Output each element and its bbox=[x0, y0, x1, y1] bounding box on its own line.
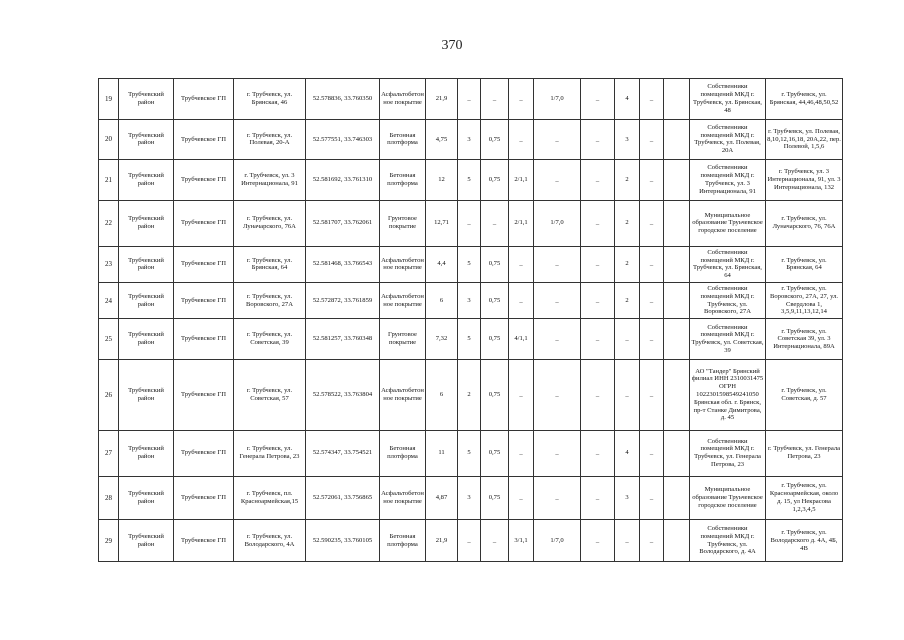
volume-cell-1: 0,75 bbox=[481, 246, 509, 282]
count-cell-1: 5 bbox=[458, 246, 481, 282]
settlement-cell: Трубчевское ГП bbox=[174, 360, 234, 431]
count-cell-3: _ bbox=[534, 160, 581, 201]
settlement-cell: Трубчевское ГП bbox=[174, 319, 234, 360]
address-cell: г. Трубчевск, ул. Луначарского, 76А bbox=[234, 200, 306, 246]
owner-cell: Собственники помещений МКД г. Трубчевск, ул. Брянская, 48 bbox=[690, 79, 766, 120]
surface-cell: Асфальтобетонное покрытие bbox=[380, 360, 426, 431]
volume-cell-1: _ bbox=[481, 200, 509, 246]
count-cell-3: 1/7,0 bbox=[534, 200, 581, 246]
owner-cell: Собственники помещений МКД г. Трубчевск, ул. Полевая, 20А bbox=[690, 119, 766, 160]
surface-cell: Бетонная плотформа bbox=[380, 119, 426, 160]
coordinates-cell: 52.581707, 33.762061 bbox=[306, 200, 380, 246]
count-cell-4: _ bbox=[581, 200, 615, 246]
count-cell-5: _ bbox=[615, 319, 640, 360]
count-cell-3: _ bbox=[534, 246, 581, 282]
container-sites-table bbox=[98, 78, 843, 562]
count-cell-2: _ bbox=[509, 476, 534, 520]
address-cell: г. Трубчевск, ул. Полевая, 20-А bbox=[234, 119, 306, 160]
table-row bbox=[99, 520, 843, 562]
owner-cell: Муниципальное образование Труьчевское городское поселение bbox=[690, 200, 766, 246]
count-cell-2: 2/1,1 bbox=[509, 200, 534, 246]
count-cell-6: _ bbox=[640, 200, 664, 246]
count-cell-7 bbox=[664, 520, 690, 562]
area-cell: 11 bbox=[426, 430, 458, 476]
surface-cell: Бетонная плотформа bbox=[380, 160, 426, 201]
volume-cell-1: 0,75 bbox=[481, 119, 509, 160]
source-cell: г. Трубчевск, ул. Красноармейская, около д. 15, ул Некрасова 1,2,3,4,5 bbox=[766, 476, 843, 520]
row-number-cell: 19 bbox=[99, 79, 119, 120]
count-cell-7 bbox=[664, 319, 690, 360]
row-number-cell: 28 bbox=[99, 476, 119, 520]
coordinates-cell: 52.572872, 33.761859 bbox=[306, 283, 380, 319]
count-cell-6: _ bbox=[640, 520, 664, 562]
source-cell: г. Трубчевск, ул. Володарского д. 4А, 4Б, 4В bbox=[766, 520, 843, 562]
address-cell: г. Трубчевск, ул. Советская, 57 bbox=[234, 360, 306, 431]
count-cell-1: 5 bbox=[458, 319, 481, 360]
volume-cell-1: 0,75 bbox=[481, 476, 509, 520]
table-row bbox=[99, 119, 843, 160]
count-cell-1: 5 bbox=[458, 430, 481, 476]
count-cell-7 bbox=[664, 119, 690, 160]
area-cell: 6 bbox=[426, 283, 458, 319]
surface-cell: Асфальтобетонное покрытие bbox=[380, 246, 426, 282]
address-cell: г. Трубчевск, ул. Воровского, 27А bbox=[234, 283, 306, 319]
count-cell-4: _ bbox=[581, 283, 615, 319]
coordinates-cell: 52.574347, 33.754521 bbox=[306, 430, 380, 476]
count-cell-3: _ bbox=[534, 360, 581, 431]
count-cell-5: 2 bbox=[615, 283, 640, 319]
row-number-cell: 20 bbox=[99, 119, 119, 160]
owner-cell: Собственники помещений МКД г. Трубчевск, ул. Генерала Петрова, 23 bbox=[690, 430, 766, 476]
address-cell: г. Трубчевск, ул. Советская, 39 bbox=[234, 319, 306, 360]
volume-cell-1: 0,75 bbox=[481, 360, 509, 431]
surface-cell: Асфальтобетонное покрытие bbox=[380, 79, 426, 120]
count-cell-6: _ bbox=[640, 119, 664, 160]
owner-cell: Собственники помещений МКД г. Трубчевск, ул. Володарского, д. 4А bbox=[690, 520, 766, 562]
owner-cell: Собственники помещений МКД г. Трубчевск, ул. Советская, 39 bbox=[690, 319, 766, 360]
row-number-cell: 21 bbox=[99, 160, 119, 201]
count-cell-6: _ bbox=[640, 360, 664, 431]
address-cell: г. Трубчевск, ул. Володарского, 4А bbox=[234, 520, 306, 562]
count-cell-1: 2 bbox=[458, 360, 481, 431]
area-cell: 7,32 bbox=[426, 319, 458, 360]
coordinates-cell: 52.590235, 33.760105 bbox=[306, 520, 380, 562]
count-cell-5: 3 bbox=[615, 476, 640, 520]
volume-cell-1: _ bbox=[481, 520, 509, 562]
district-cell: Трубчевский район bbox=[119, 476, 174, 520]
count-cell-3: 1/7,0 bbox=[534, 520, 581, 562]
count-cell-2: _ bbox=[509, 360, 534, 431]
count-cell-4: _ bbox=[581, 160, 615, 201]
owner-cell: Собственники помещений МКД г. Трубчевск, ул. Воровского, 27А bbox=[690, 283, 766, 319]
address-cell: г. Трубчевск, ул. Генерала Петрова, 23 bbox=[234, 430, 306, 476]
address-cell: г. Трубчевск, пл. Красноармейская,15 bbox=[234, 476, 306, 520]
table-row bbox=[99, 246, 843, 282]
area-cell: 4,4 bbox=[426, 246, 458, 282]
count-cell-3: _ bbox=[534, 319, 581, 360]
owner-cell: АО "Тандер" Брянский филиал ИНН 2310031475 ОГРН 1022301598549241050 Брянская обл. г. Брянск, пр-т Станке Димитрова, д. 45 bbox=[690, 360, 766, 431]
count-cell-3: _ bbox=[534, 476, 581, 520]
count-cell-5: 2 bbox=[615, 200, 640, 246]
count-cell-7 bbox=[664, 476, 690, 520]
area-cell: 12 bbox=[426, 160, 458, 201]
settlement-cell: Трубчевское ГП bbox=[174, 200, 234, 246]
count-cell-1: _ bbox=[458, 200, 481, 246]
count-cell-6: _ bbox=[640, 430, 664, 476]
row-number-cell: 25 bbox=[99, 319, 119, 360]
count-cell-4: _ bbox=[581, 79, 615, 120]
settlement-cell: Трубчевское ГП bbox=[174, 283, 234, 319]
count-cell-3: _ bbox=[534, 283, 581, 319]
volume-cell-1: _ bbox=[481, 79, 509, 120]
row-number-cell: 24 bbox=[99, 283, 119, 319]
district-cell: Трубчевский район bbox=[119, 200, 174, 246]
area-cell: 6 bbox=[426, 360, 458, 431]
count-cell-2: _ bbox=[509, 79, 534, 120]
count-cell-1: 3 bbox=[458, 283, 481, 319]
table-body bbox=[99, 79, 843, 562]
source-cell: г. Трубчевск, ул. Советская 39, ул. 3 Интернационала, 89А bbox=[766, 319, 843, 360]
row-number-cell: 23 bbox=[99, 246, 119, 282]
count-cell-3: _ bbox=[534, 119, 581, 160]
coordinates-cell: 52.581692, 33.761310 bbox=[306, 160, 380, 201]
owner-cell: Собственники помещений МКД г. Трубчевск, ул. 3 Интернационала, 91 bbox=[690, 160, 766, 201]
area-cell: 21,9 bbox=[426, 520, 458, 562]
count-cell-6: _ bbox=[640, 476, 664, 520]
count-cell-4: _ bbox=[581, 430, 615, 476]
surface-cell: Бетонная плотформа bbox=[380, 520, 426, 562]
owner-cell: Муниципальное образование Труьчевское городское поселение bbox=[690, 476, 766, 520]
surface-cell: Грунтовое покрытие bbox=[380, 319, 426, 360]
source-cell: г. Трубчевск, ул. Луначарского, 76, 76А bbox=[766, 200, 843, 246]
settlement-cell: Трубчевское ГП bbox=[174, 430, 234, 476]
count-cell-6: _ bbox=[640, 283, 664, 319]
count-cell-4: _ bbox=[581, 360, 615, 431]
district-cell: Трубчевский район bbox=[119, 160, 174, 201]
table-row bbox=[99, 283, 843, 319]
district-cell: Трубчевский район bbox=[119, 430, 174, 476]
volume-cell-1: 0,75 bbox=[481, 283, 509, 319]
row-number-cell: 22 bbox=[99, 200, 119, 246]
count-cell-6: _ bbox=[640, 319, 664, 360]
settlement-cell: Трубчевское ГП bbox=[174, 79, 234, 120]
count-cell-5: 4 bbox=[615, 430, 640, 476]
count-cell-6: _ bbox=[640, 246, 664, 282]
count-cell-1: 5 bbox=[458, 160, 481, 201]
coordinates-cell: 52.577551, 33.746303 bbox=[306, 119, 380, 160]
count-cell-4: _ bbox=[581, 119, 615, 160]
count-cell-2: 3/1,1 bbox=[509, 520, 534, 562]
count-cell-3: 1/7,0 bbox=[534, 79, 581, 120]
area-cell: 4,87 bbox=[426, 476, 458, 520]
count-cell-7 bbox=[664, 79, 690, 120]
table-row bbox=[99, 200, 843, 246]
count-cell-5: 4 bbox=[615, 79, 640, 120]
count-cell-2: 4/1,1 bbox=[509, 319, 534, 360]
source-cell: г. Трубчевск, ул. Брянская, 44,46,48,50,52 bbox=[766, 79, 843, 120]
settlement-cell: Трубчевское ГП bbox=[174, 119, 234, 160]
row-number-cell: 29 bbox=[99, 520, 119, 562]
count-cell-2: 2/1,1 bbox=[509, 160, 534, 201]
settlement-cell: Трубчевское ГП bbox=[174, 476, 234, 520]
area-cell: 21,9 bbox=[426, 79, 458, 120]
source-cell: г. Трубчевск, ул. Генерала Петрова, 23 bbox=[766, 430, 843, 476]
table-row bbox=[99, 160, 843, 201]
count-cell-7 bbox=[664, 200, 690, 246]
count-cell-7 bbox=[664, 160, 690, 201]
district-cell: Трубчевский район bbox=[119, 360, 174, 431]
count-cell-7 bbox=[664, 360, 690, 431]
count-cell-7 bbox=[664, 283, 690, 319]
address-cell: г. Трубчевск, ул. Брянская, 46 bbox=[234, 79, 306, 120]
source-cell: г. Трубчевск, ул. Воровского, 27А, 27, ул. Свердлова 1, 3,5,9,11,13,12,14 bbox=[766, 283, 843, 319]
district-cell: Трубчевский район bbox=[119, 79, 174, 120]
surface-cell: Асфальтобетонное покрытие bbox=[380, 476, 426, 520]
district-cell: Трубчевский район bbox=[119, 520, 174, 562]
source-cell: г. Трубчевск, ул. Брянская, 64 bbox=[766, 246, 843, 282]
surface-cell: Грунтовое покрытие bbox=[380, 200, 426, 246]
count-cell-1: _ bbox=[458, 520, 481, 562]
count-cell-2: _ bbox=[509, 246, 534, 282]
count-cell-1: 3 bbox=[458, 119, 481, 160]
count-cell-5: _ bbox=[615, 360, 640, 431]
address-cell: г. Трубчевск, ул. 3 Интернационала, 91 bbox=[234, 160, 306, 201]
district-cell: Трубчевский район bbox=[119, 283, 174, 319]
count-cell-3: _ bbox=[534, 430, 581, 476]
volume-cell-1: 0,75 bbox=[481, 319, 509, 360]
count-cell-4: _ bbox=[581, 319, 615, 360]
table-row bbox=[99, 430, 843, 476]
table-row bbox=[99, 476, 843, 520]
count-cell-6: _ bbox=[640, 79, 664, 120]
source-cell: г. Трубчевск, ул. 3 Интернационала, 91, ул. 3 Интернационала, 132 bbox=[766, 160, 843, 201]
page-number: 370 bbox=[441, 38, 463, 53]
count-cell-1: _ bbox=[458, 79, 481, 120]
count-cell-7 bbox=[664, 246, 690, 282]
count-cell-2: _ bbox=[509, 430, 534, 476]
area-cell: 12,71 bbox=[426, 200, 458, 246]
count-cell-1: 3 bbox=[458, 476, 481, 520]
district-cell: Трубчевский район bbox=[119, 246, 174, 282]
count-cell-6: _ bbox=[640, 160, 664, 201]
table-row bbox=[99, 79, 843, 120]
count-cell-4: _ bbox=[581, 246, 615, 282]
count-cell-5: 2 bbox=[615, 246, 640, 282]
count-cell-7 bbox=[664, 430, 690, 476]
settlement-cell: Трубчевское ГП bbox=[174, 520, 234, 562]
row-number-cell: 27 bbox=[99, 430, 119, 476]
area-cell: 4,75 bbox=[426, 119, 458, 160]
count-cell-2: _ bbox=[509, 119, 534, 160]
table-row bbox=[99, 360, 843, 431]
table-row bbox=[99, 319, 843, 360]
surface-cell: Асфальтобетонное покрытие bbox=[380, 283, 426, 319]
count-cell-5: 2 bbox=[615, 160, 640, 201]
owner-cell: Собственники помещений МКД г. Трубчевск, ул. Брянская, 64 bbox=[690, 246, 766, 282]
count-cell-2: _ bbox=[509, 283, 534, 319]
coordinates-cell: 52.578836, 33.760350 bbox=[306, 79, 380, 120]
settlement-cell: Трубчевское ГП bbox=[174, 246, 234, 282]
count-cell-4: _ bbox=[581, 520, 615, 562]
source-cell: г. Трубчевск, ул. Полевая, 8,10,12,16,18, 20А,22, пер. Полевой, 1,5,6 bbox=[766, 119, 843, 160]
count-cell-5: _ bbox=[615, 520, 640, 562]
row-number-cell: 26 bbox=[99, 360, 119, 431]
district-cell: Трубчевский район bbox=[119, 119, 174, 160]
count-cell-4: _ bbox=[581, 476, 615, 520]
coordinates-cell: 52.578522, 33.763804 bbox=[306, 360, 380, 431]
address-cell: г. Трубчевск, ул. Брянская, 64 bbox=[234, 246, 306, 282]
coordinates-cell: 52.581468, 33.766543 bbox=[306, 246, 380, 282]
volume-cell-1: 0,75 bbox=[481, 160, 509, 201]
volume-cell-1: 0,75 bbox=[481, 430, 509, 476]
settlement-cell: Трубчевское ГП bbox=[174, 160, 234, 201]
count-cell-5: 3 bbox=[615, 119, 640, 160]
district-cell: Трубчевский район bbox=[119, 319, 174, 360]
source-cell: г. Трубчевск, ул. Советская, д. 57 bbox=[766, 360, 843, 431]
surface-cell: Бетонная плотформа bbox=[380, 430, 426, 476]
coordinates-cell: 52.581257, 33.760348 bbox=[306, 319, 380, 360]
coordinates-cell: 52.572061, 33.756865 bbox=[306, 476, 380, 520]
